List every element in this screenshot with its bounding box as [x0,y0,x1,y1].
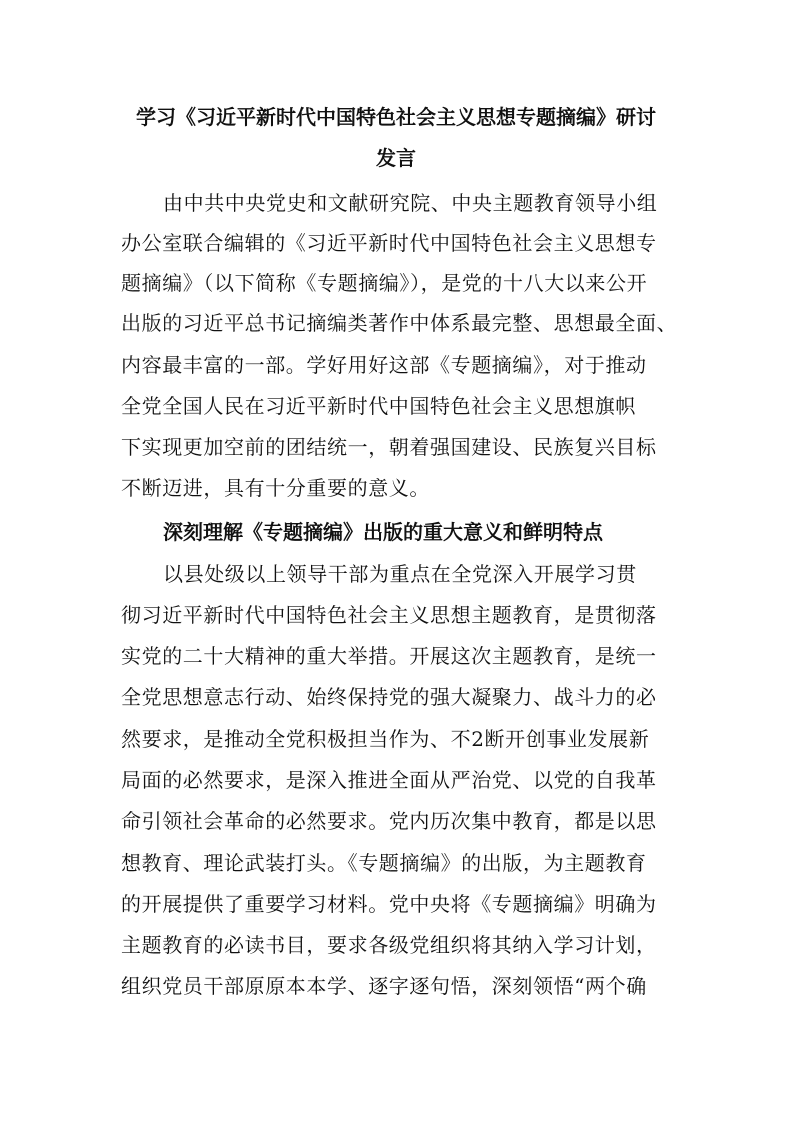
paragraph-2-line: 以县处级以上领导干部为重点在全党深入开展学习贯 [163,562,637,586]
paragraph-1-line: 题摘编》（以下简称《专题摘编》），是党的十八大以来公开 [121,271,648,295]
paragraph-2-line: 命引领社会革命的必然要求。党内历次集中教育，都是以思 [121,809,657,833]
document-title-line-1: 学习《习近平新时代中国特色社会主义思想专题摘编》研讨 [136,105,656,129]
paragraph-2-line: 彻习近平新时代中国特色社会主义思想主题教育，是贯彻落 [121,603,657,627]
paragraph-2-line: 实党的二十大精神的重大举措。开展这次主题教育，是统一 [121,644,657,668]
paragraph-1-line: 全党全国人民在习近平新时代中国特色社会主义思想旗帜 [121,394,636,418]
paragraph-2-line: 然要求，是推动全党积极担当作为、不2断开创事业发展新 [121,727,650,751]
document-title-line-2: 发言 [376,146,416,170]
paragraph-1-line: 出版的习近平总书记摘编类著作中体系最完整、思想最全面、 [121,311,678,335]
paragraph-2-line: 的开展提供了重要学习材料。党中央将《专题摘编》明确为 [121,892,657,916]
paragraph-2-line: 全党思想意志行动、始终保持党的强大凝聚力、战斗力的必 [121,685,657,709]
paragraph-1-line: 下实现更加空前的团结统一，朝着强国建设、民族复兴目标 [121,435,657,459]
paragraph-1-line: 由中共中央党史和文献研究院、中央主题教育领导小组 [163,191,658,215]
paragraph-1-line: 内容最丰富的一部。学好用好这部《专题摘编》，对于推动 [121,353,647,377]
section-subheading: 深刻理解《专题摘编》出版的重大意义和鲜明特点 [163,520,603,544]
paragraph-1-line: 不断迈进，具有十分重要的意义。 [121,476,430,500]
paragraph-2-line: 组织党员干部原原本本学、逐字逐句悟，深刻领悟“两个确 [121,974,647,998]
paragraph-2-line: 主题教育的必读书目，要求各级党组织将其纳入学习计划， [121,933,657,957]
paragraph-2-line: 想教育、理论武装打头。《专题摘编》的出版，为主题教育 [121,851,647,875]
paragraph-2-line: 局面的必然要求，是深入推进全面从严治党、以党的自我革 [121,768,657,792]
paragraph-1-line: 办公室联合编辑的《习近平新时代中国特色社会主义思想专 [121,231,657,255]
